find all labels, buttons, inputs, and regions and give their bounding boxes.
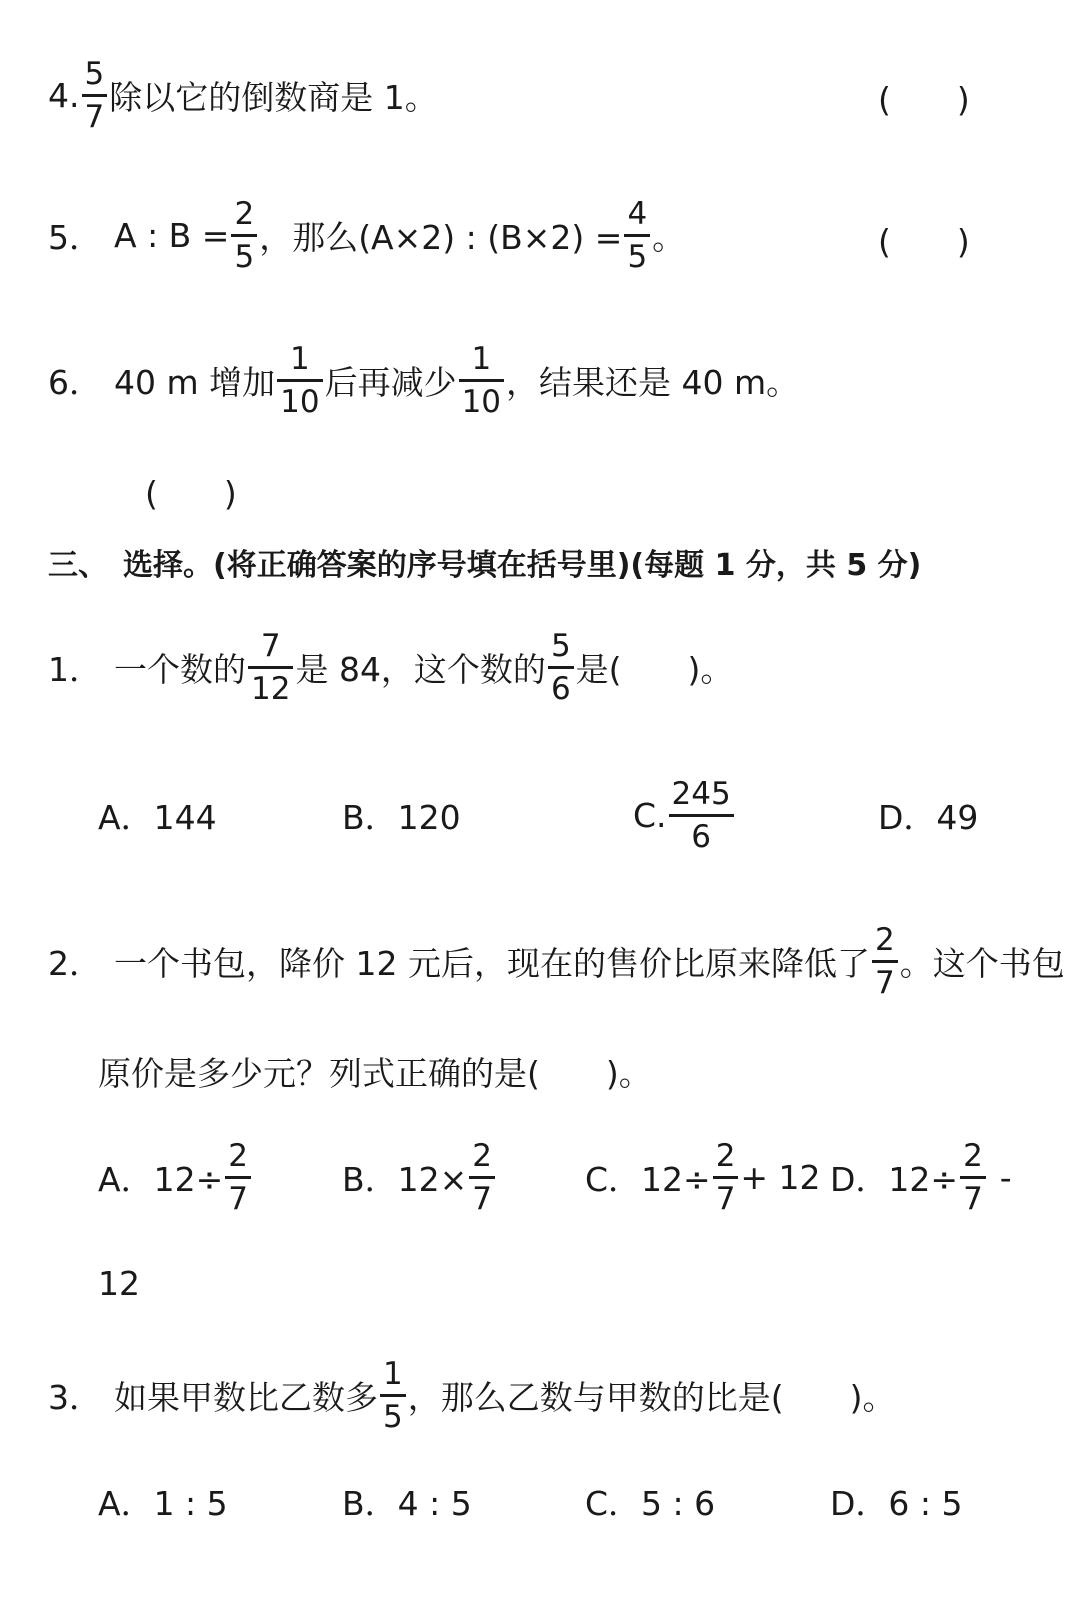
- answer-parentheses[interactable]: ( ): [878, 80, 970, 119]
- option-b[interactable]: [342, 1132, 497, 1222]
- fraction: [277, 339, 322, 422]
- option-label: A．144: [98, 797, 217, 837]
- option-d[interactable]: [878, 790, 978, 840]
- fraction-numerator: 2: [963, 1137, 983, 1174]
- option-d[interactable]: [830, 1476, 963, 1526]
- option-c[interactable]: [633, 770, 736, 860]
- choice-question-3: [48, 1350, 895, 1440]
- question-number: 6．: [48, 362, 102, 402]
- fraction-denominator: 7: [472, 1180, 493, 1217]
- fraction: [225, 1136, 251, 1219]
- fraction: [459, 339, 504, 422]
- option-label: D．6 : 5: [830, 1483, 963, 1523]
- fraction-numerator: 5: [550, 627, 571, 664]
- question-text: 原价是多少元？列式正确的是( )。: [98, 1053, 652, 1093]
- option-label: B．12×: [342, 1159, 468, 1199]
- option-c[interactable]: [585, 1476, 715, 1526]
- option-a[interactable]: [98, 1476, 228, 1526]
- fraction-numerator: 7: [260, 627, 281, 664]
- fraction-numerator: 2: [234, 195, 255, 232]
- judgement-question-4: [48, 50, 438, 140]
- choice-question-1: [48, 622, 733, 712]
- fraction-denominator: 12: [251, 670, 291, 707]
- fraction-denominator: 7: [874, 964, 895, 1001]
- option-b[interactable]: [342, 1476, 472, 1526]
- question-text: 一个数的: [114, 649, 246, 689]
- fraction-denominator: 6: [691, 818, 711, 855]
- fraction-denominator: 5: [234, 238, 255, 275]
- judgement-question-6: [48, 335, 799, 425]
- option-label: + 12: [740, 1157, 821, 1197]
- option-label: C.: [633, 795, 667, 835]
- fraction: [548, 626, 574, 709]
- fraction-numerator: 2: [874, 921, 895, 958]
- fraction-denominator: 5: [627, 238, 648, 275]
- fraction: [231, 194, 257, 277]
- option-label: B．4 : 5: [342, 1483, 472, 1523]
- section-heading: 三、 选择。(将正确答案的序号填在括号里)(每题 1 分，共 5 分): [48, 548, 922, 583]
- fraction: [960, 1136, 986, 1219]
- fraction-numerator: 2: [472, 1137, 493, 1174]
- judgement-question-5: [48, 190, 685, 280]
- fraction-denominator: 10: [280, 383, 320, 420]
- option-label: D．12÷: [830, 1159, 959, 1199]
- option-label: A．12÷: [98, 1159, 224, 1199]
- question-text: 后再减少: [324, 362, 457, 402]
- option-d[interactable]: [830, 1132, 1012, 1222]
- fraction-denominator: 6: [550, 670, 571, 707]
- question-text: 40 m 增加: [114, 362, 276, 402]
- option-a[interactable]: [98, 1132, 253, 1222]
- fraction-denominator: 7: [84, 98, 105, 135]
- option-label: A．1 : 5: [98, 1483, 228, 1523]
- option-b[interactable]: [342, 790, 461, 840]
- question-text: 。: [652, 217, 686, 257]
- option-label: D．49: [878, 797, 979, 837]
- choice-question-2: [48, 916, 1065, 1006]
- option-label: -: [999, 1157, 1012, 1197]
- question-number: 5．: [48, 217, 102, 257]
- fraction-numerator: 4: [627, 195, 648, 232]
- fraction: [380, 1354, 406, 1437]
- option-label: C．5 : 6: [585, 1483, 716, 1523]
- fraction-numerator: 1: [383, 1355, 403, 1392]
- fraction-numerator: 245: [671, 775, 731, 812]
- option-d-continuation: [98, 1258, 140, 1308]
- question-number: 3．: [48, 1377, 102, 1417]
- fraction-denominator: 10: [461, 383, 502, 420]
- question-text: 除以它的倒数商是 1。: [109, 77, 438, 117]
- option-c[interactable]: [585, 1132, 821, 1222]
- fraction-numerator: 2: [228, 1137, 248, 1174]
- question-text: ，结果还是 40 m。: [506, 362, 800, 402]
- fraction-numerator: 2: [715, 1137, 736, 1174]
- option-label: B．120: [342, 797, 461, 837]
- option-label: C．12÷: [585, 1159, 711, 1199]
- fraction-numerator: 5: [84, 55, 105, 92]
- answer-parentheses[interactable]: ( ): [145, 474, 237, 513]
- fraction-denominator: 7: [963, 1180, 983, 1217]
- question-text: ，那么(A×2) : (B×2) =: [259, 217, 623, 257]
- fraction: [669, 774, 734, 857]
- fraction: [624, 194, 650, 277]
- question-text: 一个书包，降价 12 元后，现在的售价比原来降低了: [114, 943, 870, 983]
- question-number: 1．: [48, 649, 102, 689]
- question-text: 是( )。: [575, 649, 734, 689]
- fraction: [248, 626, 293, 709]
- fraction: [469, 1136, 495, 1219]
- fraction: [82, 54, 108, 137]
- question-text: A : B =: [114, 215, 230, 255]
- answer-parentheses[interactable]: ( ): [878, 222, 970, 261]
- fraction-numerator: 1: [471, 340, 492, 377]
- fraction: [872, 920, 898, 1003]
- option-a[interactable]: [98, 790, 217, 840]
- fraction: [713, 1136, 739, 1219]
- question-continuation: [98, 1046, 652, 1096]
- question-text: ，那么乙数与甲数的比是( )。: [407, 1377, 896, 1417]
- question-text: 如果甲数比乙数多: [114, 1377, 378, 1417]
- fraction-denominator: 7: [715, 1180, 736, 1217]
- fraction-denominator: 5: [383, 1398, 403, 1435]
- question-text: 。这个书包: [899, 943, 1065, 983]
- fraction-numerator: 1: [289, 340, 310, 377]
- option-label: 12: [98, 1263, 140, 1303]
- question-text: 是 84，这个数的: [295, 649, 546, 689]
- fraction-denominator: 7: [228, 1180, 248, 1217]
- question-number: 4.: [48, 75, 80, 115]
- question-number: 2．: [48, 943, 102, 983]
